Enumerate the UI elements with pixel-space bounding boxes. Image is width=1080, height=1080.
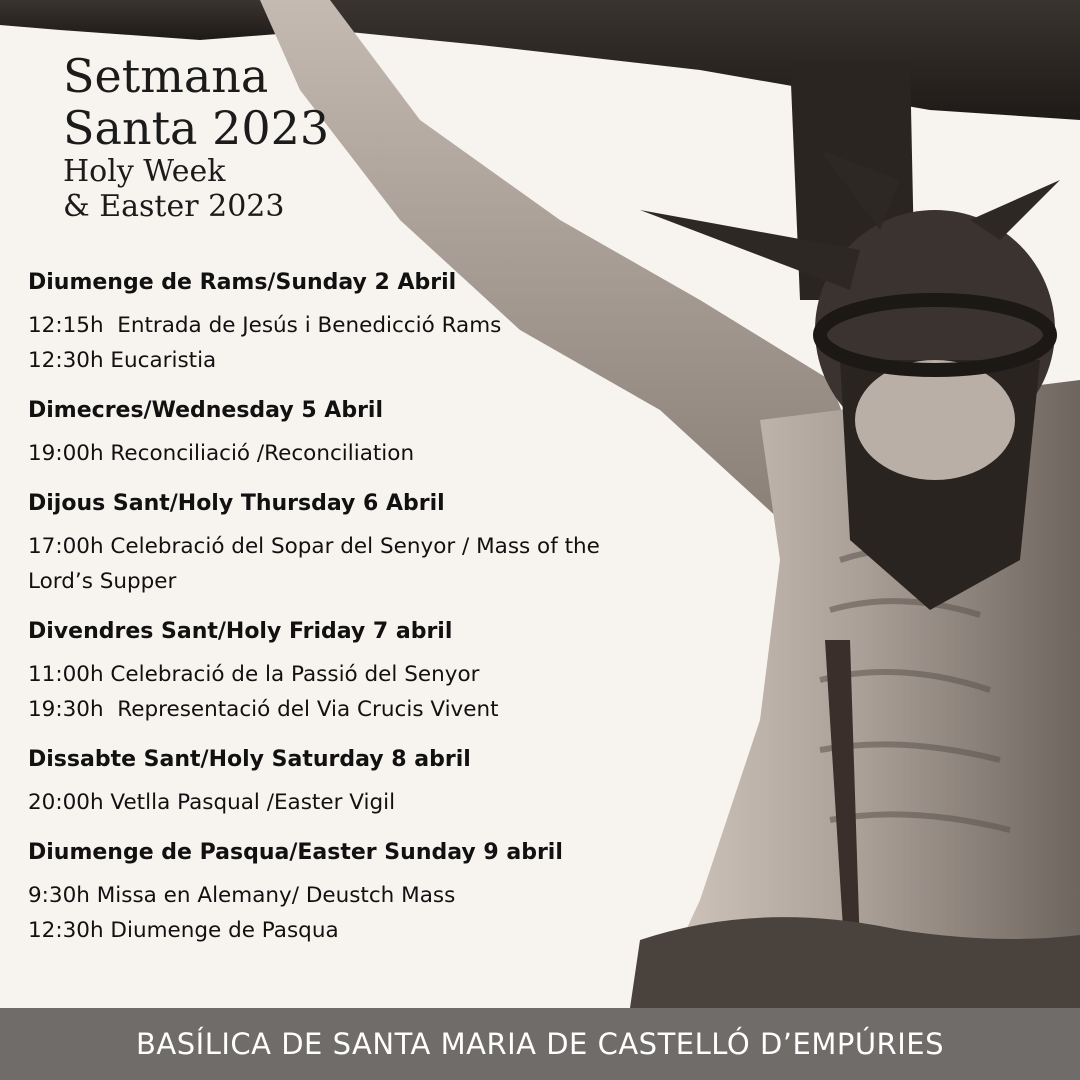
day-heading: Dissabte Sant/Holy Saturday 8 abril — [28, 747, 471, 772]
day-heading: Diumenge de Rams/Sunday 2 Abril — [28, 270, 457, 295]
event-line: 12:30h Eucaristia — [28, 348, 217, 373]
footer-banner: BASÍLICA DE SANTA MARIA DE CASTELLÓ D’EMPÚRIES — [0, 1008, 1080, 1080]
day-block — [28, 489, 668, 599]
title-line2: Santa 2023 — [63, 101, 330, 155]
event-line: 17:00h Celebració del Sopar del Senyor / Mass of the Lord’s Supper — [28, 534, 607, 594]
event-line: 9:30h Missa en Alemany/ Deustch Mass — [28, 883, 456, 908]
title-line4: & Easter 2023 — [63, 189, 285, 224]
day-block — [28, 396, 668, 471]
day-heading: Diumenge de Pasqua/Easter Sunday 9 abril — [28, 840, 563, 865]
title-block — [63, 50, 329, 224]
day-heading: Dimecres/Wednesday 5 Abril — [28, 398, 384, 423]
event-line: 19:00h Reconciliació /Reconciliation — [28, 441, 415, 466]
event-line: 12:30h Diumenge de Pasqua — [28, 918, 339, 943]
event-line: 11:00h Celebració de la Passió del Senyor — [28, 662, 480, 687]
day-block — [28, 745, 668, 820]
day-block — [28, 838, 668, 948]
day-heading: Dijous Sant/Holy Thursday 6 Abril — [28, 491, 445, 516]
title-line1: Setmana — [63, 49, 269, 103]
schedule — [28, 268, 668, 966]
event-line: 19:30h Representació del Via Crucis Vivent — [28, 697, 499, 722]
day-block — [28, 617, 668, 727]
event-line: 20:00h Vetlla Pasqual /Easter Vigil — [28, 790, 396, 815]
title-line3: Holy Week — [63, 154, 226, 189]
day-heading: Divendres Sant/Holy Friday 7 abril — [28, 619, 453, 644]
day-block — [28, 268, 668, 378]
event-line: 12:15h Entrada de Jesús i Benedicció Rams — [28, 313, 502, 338]
